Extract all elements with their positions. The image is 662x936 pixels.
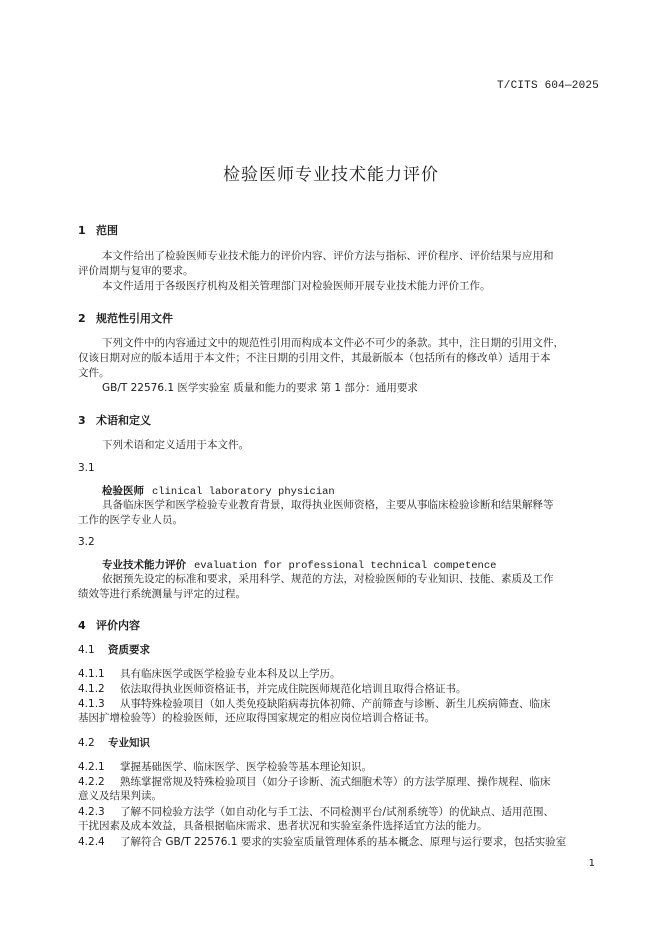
clause-number: 4.1.3 xyxy=(78,698,105,710)
section-1-para-1-line-1: 本文件给出了检验医师专业技术能力的评价内容、评价方法与指标、评价程序、评价结果与应用和 xyxy=(102,250,554,262)
subsection-4-1-heading xyxy=(78,642,150,657)
section-label: 术语和定义 xyxy=(96,414,151,427)
section-label: 评价内容 xyxy=(96,619,140,632)
clause-4-1-2 xyxy=(78,681,467,696)
clause-4-2-3 xyxy=(78,804,554,819)
term-3-2-english: evaluation for professional technical competence xyxy=(194,560,497,572)
clause-4-1-3-line-2: 基因扩增检验等）的检验医师，还应取得国家规定的相应岗位培训合格证书。 xyxy=(78,712,435,724)
clause-4-2-2-line-2: 意义及结果判读。 xyxy=(78,790,162,802)
section-2-para-line-1: 下列文件中的内容通过文中的规范性引用而构成本文件必不可少的条款。其中，注日期的引用文件， xyxy=(102,337,564,349)
section-3-intro: 下列术语和定义适用于本文件。 xyxy=(102,439,249,451)
section-4-heading xyxy=(78,617,140,633)
section-label: 规范性引用文件 xyxy=(96,312,173,325)
subsection-number: 4.2 xyxy=(78,737,95,749)
clause-4-2-2 xyxy=(78,774,551,789)
clause-4-2-3-line-2: 干扰因素及成本效益，具备根据临床需求、患者状况和实验室条件选择适宜方法的能力。 xyxy=(78,820,488,832)
subsection-4-2-heading xyxy=(78,735,150,750)
subsection-number: 4.1 xyxy=(78,644,95,656)
term-3-1-definition-line-1: 具备临床医学和医学检验专业教育背景，取得执业医师资格，主要从事临床检验诊断和结果解释等 xyxy=(102,499,554,511)
section-number: 1 xyxy=(78,224,86,237)
section-3-heading xyxy=(78,412,151,428)
clause-number: 4.1.2 xyxy=(78,683,105,695)
clause-4-1-3 xyxy=(78,696,551,711)
term-3-1-number: 3.1 xyxy=(78,462,95,474)
section-1-para-2-line-1: 本文件适用于各级医疗机构及相关管理部门对检验医师开展专业技术能力评价工作。 xyxy=(102,280,491,292)
term-3-1-definition-line-2: 工作的医学专业人员。 xyxy=(78,514,183,526)
term-3-1-line xyxy=(102,483,335,498)
section-2-heading xyxy=(78,310,173,326)
clause-4-2-4 xyxy=(78,834,566,849)
clause-number: 4.2.3 xyxy=(78,806,105,818)
clause-number: 4.1.1 xyxy=(78,668,105,680)
clause-text: 从事特殊检验项目（如人类免疫缺陷病毒抗体初筛、产前筛查与诊断、新生儿疾病筛查、临床 xyxy=(120,698,551,710)
section-label: 范围 xyxy=(96,224,118,237)
section-number: 4 xyxy=(78,619,86,632)
subsection-label: 专业知识 xyxy=(108,737,150,749)
clause-number: 4.2.4 xyxy=(78,836,105,848)
section-number: 2 xyxy=(78,312,86,325)
clause-number: 4.2.1 xyxy=(78,761,105,773)
term-3-1-english: clinical laboratory physician xyxy=(152,486,335,498)
section-2-para-line-2: 仅该日期对应的版本适用于本文件；不注日期的引用文件，其最新版本（包括所有的修改单）适用于本 xyxy=(78,352,551,364)
section-2-para-line-3: 文件。 xyxy=(78,367,110,379)
clause-text: 了解符合 GB/T 22576.1 要求的实验室质量管理体系的基本概念、原理与运行要求，包括实验室 xyxy=(120,836,567,848)
page-number: 1 xyxy=(588,858,595,869)
clause-text: 具有临床医学或医学检验专业本科及以上学历。 xyxy=(120,668,341,680)
clause-number: 4.2.2 xyxy=(78,776,105,788)
clause-text: 依法取得执业医师资格证书，并完成住院医师规范化培训且取得合格证书。 xyxy=(120,683,467,695)
term-3-2-number: 3.2 xyxy=(78,536,95,548)
clause-text: 了解不同检验方法学（如自动化与手工法、不同检测平台/试剂系统等）的优缺点、适用范围、 xyxy=(120,806,555,818)
term-3-2-definition-line-2: 绩效等进行系统测量与评定的过程。 xyxy=(78,588,246,600)
term-3-2-line xyxy=(102,557,496,572)
document-title: 检验医师专业技术能力评价 xyxy=(223,165,439,185)
clause-4-2-1 xyxy=(78,759,372,774)
clause-text: 掌握基础医学、临床医学、医学检验等基本理论知识。 xyxy=(120,761,372,773)
term-3-1-chinese: 检验医师 xyxy=(102,485,144,497)
term-3-2-definition-line-1: 依据预先设定的标准和要求，采用科学、规范的方法，对检验医师的专业知识、技能、素质及工作 xyxy=(102,573,554,585)
clause-4-1-1 xyxy=(78,666,341,681)
term-3-2-chinese: 专业技术能力评价 xyxy=(102,559,186,571)
section-number: 3 xyxy=(78,414,86,427)
normative-reference-1: GB/T 22576.1 医学实验室 质量和能力的要求 第 1 部分：通用要求 xyxy=(102,382,418,394)
section-1-heading xyxy=(78,222,118,238)
section-1-para-1-line-2: 评价周期与复审的要求。 xyxy=(78,265,194,277)
subsection-label: 资质要求 xyxy=(108,644,150,656)
document-code: T/CITS 604—2025 xyxy=(496,80,599,92)
clause-text: 熟练掌握常规及特殊检验项目（如分子诊断、流式细胞术等）的方法学原理、操作规程、临床 xyxy=(120,776,551,788)
